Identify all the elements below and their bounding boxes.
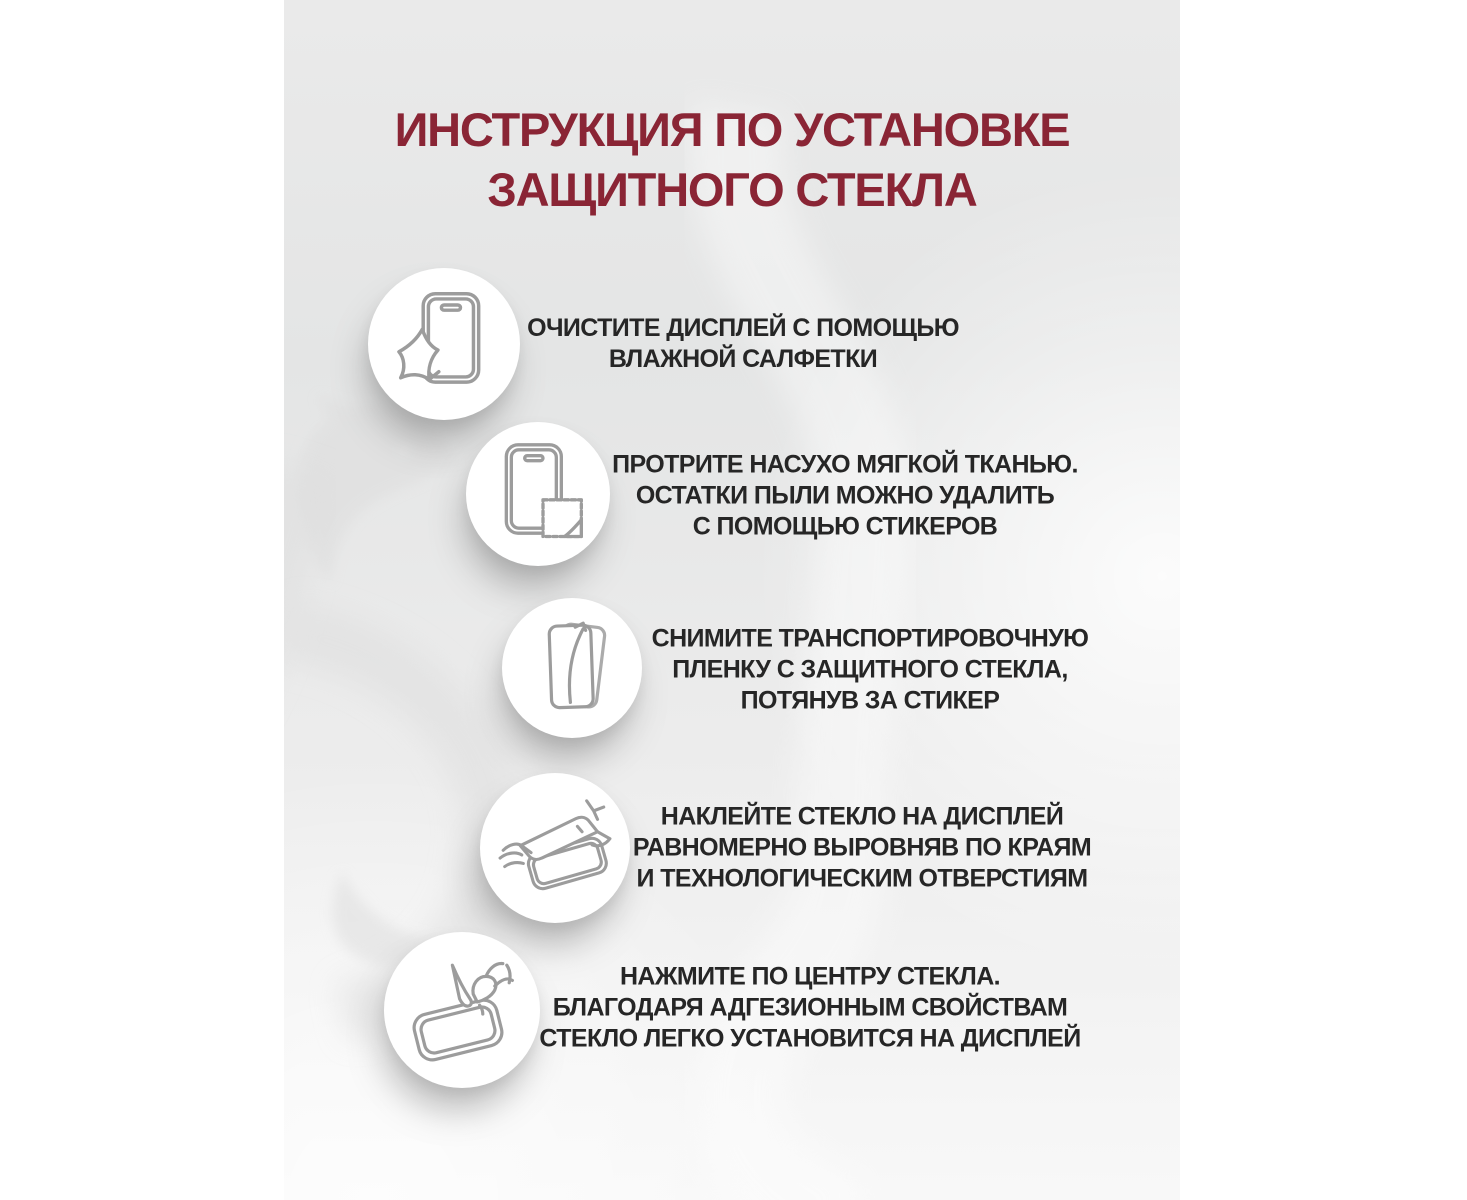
step-2-circle (466, 422, 610, 566)
phone-dust-sticker-icon (488, 439, 588, 549)
text-line: ПОТЯНУВ ЗА СТИКЕР (740, 686, 1000, 715)
text-line: ПЛЕНКУ С ЗАЩИТНОГО СТЕКЛА, (672, 655, 1068, 684)
step-1-text (527, 313, 959, 375)
step-3-text (652, 624, 1089, 717)
press-center-finger-icon (406, 954, 518, 1066)
text-line: ВЛАЖНОЙ САЛФЕТКИ (608, 345, 878, 373)
text-line: БЛАГОДАРЯ АДГЕЗИОННЫМ СВОЙСТВАМ (552, 993, 1068, 1022)
text-line: ОЧИСТИТЕ ДИСПЛЕЙ С ПОМОЩЬЮ (527, 314, 959, 342)
align-glass-hands-icon (497, 796, 613, 900)
text-line: СНИМИТЕ ТРАНСПОРТИРОВОЧНУЮ (651, 624, 1089, 653)
step-4-circle (480, 773, 630, 923)
title-line-1: ИНСТРУКЦИЯ ПО УСТАНОВКЕ (394, 103, 1070, 156)
text-line: СТЕКЛО ЛЕГКО УСТАНОВИТСЯ НА ДИСПЛЕЙ (539, 1024, 1081, 1053)
step-5-text (539, 962, 1080, 1055)
text-line: С ПОМОЩЬЮ СТИКЕРОВ (692, 512, 998, 541)
text-line: РАВНОМЕРНО ВЫРОВНЯВ ПО КРАЯМ (632, 833, 1092, 862)
instruction-panel (284, 0, 1180, 1200)
text-line: ОСТАТКИ ПЫЛИ МОЖНО УДАЛИТЬ (635, 481, 1055, 510)
step-5-circle (384, 932, 540, 1088)
text-line: ПРОТРИТЕ НАСУХО МЯГКОЙ ТКАНЬЮ. (612, 450, 1078, 479)
text-line: И ТЕХНОЛОГИЧЕСКИМ ОТВЕРСТИЯМ (636, 864, 1088, 893)
title-line-2: ЗАЩИТНОГО СТЕКЛА (487, 163, 977, 216)
transport-film-icon (524, 615, 620, 721)
text-line: НАЖМИТЕ ПО ЦЕНТРУ СТЕКЛА. (619, 962, 1001, 991)
page-title (284, 100, 1180, 220)
step-1-circle (368, 268, 520, 420)
step-3-circle (502, 598, 642, 738)
step-4-text (633, 802, 1091, 895)
phone-wet-wipe-icon (392, 287, 496, 401)
step-2-text (612, 450, 1078, 543)
watermark-body (284, 470, 302, 706)
watermark-head (299, 396, 455, 584)
text-line: НАКЛЕЙТЕ СТЕКЛО НА ДИСПЛЕЙ (660, 802, 1064, 831)
